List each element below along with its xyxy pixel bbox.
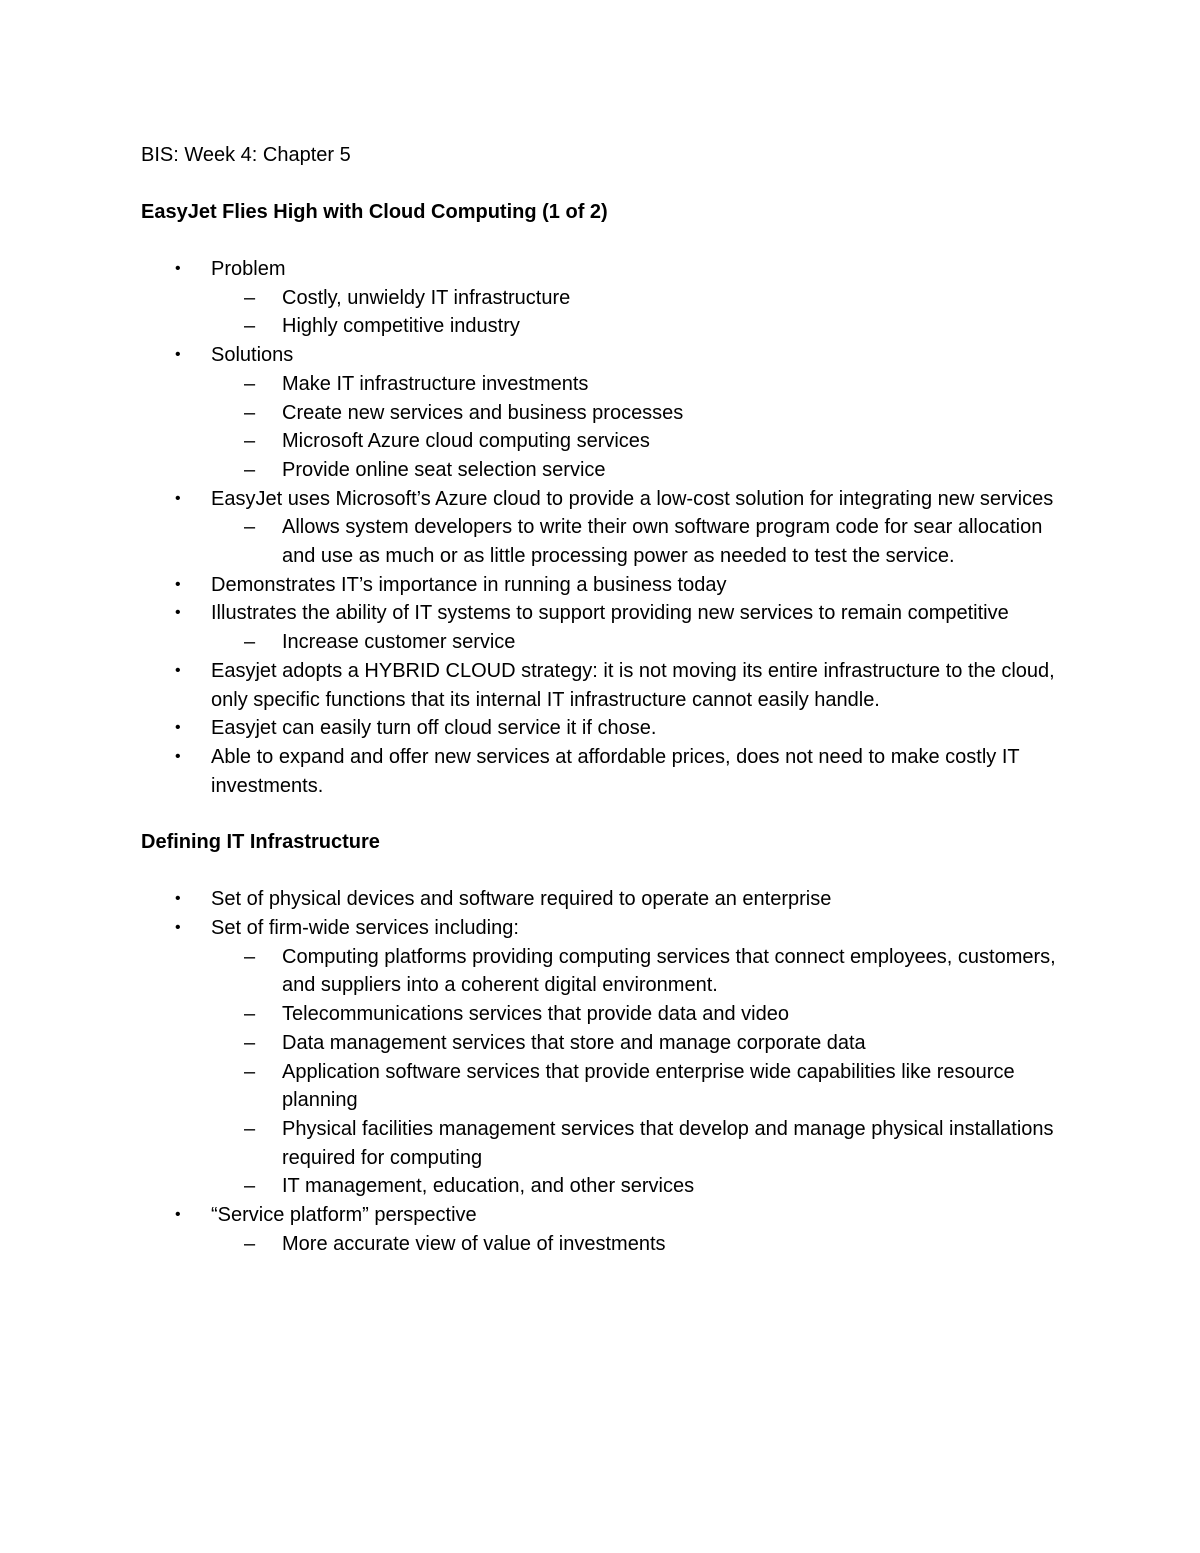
section-heading: Defining IT Infrastructure [141,831,380,854]
sub-bullet-text: Allows system developers to write their own software program code for sear allocation and use as much or as little processing power as needed to test the service. [282,516,1043,568]
sub-bullet-item [211,1230,1070,1259]
sub-bullet-item [211,513,1070,570]
sub-bullet-text: Application software services that provide enterprise wide capabilities like resource planning [282,1060,1015,1112]
sub-bullet-item [211,399,1070,428]
sub-bullet-item [211,1172,1070,1201]
sub-bullet-list [211,284,1070,341]
sub-bullet-list [211,370,1070,485]
sub-bullet-text: Provide online seat selection service [282,458,606,481]
sub-bullet-item [211,1000,1070,1029]
bullet-item [141,743,1070,800]
bullet-icon: • [175,919,181,937]
bullet-list [141,255,1070,800]
bullet-item [141,714,1070,743]
document-title: BIS: Week 4: Chapter 5 [141,144,351,166]
bullet-item [141,657,1070,714]
bullet-item [141,914,1070,1201]
dash-icon: – [244,1117,256,1140]
document-body [141,198,1070,1259]
bullet-text: Solutions [211,344,294,367]
bullet-item [141,599,1070,656]
sub-bullet-text: Physical facilities management services that develop and manage physical installations required for computing [282,1117,1054,1169]
bullet-icon: • [175,260,181,277]
bullet-text: Easyjet adopts a HYBRID CLOUD strategy: it is not moving its entire infrastructure to the cloud, only specific functions that its internal IT infrastructure cannot easily handle. [211,659,1055,711]
dash-icon: – [244,315,256,338]
sub-bullet-item [211,312,1070,341]
dash-icon: – [244,372,256,395]
sub-bullet-text: Telecommunications services that provide data and video [282,1003,789,1026]
section [141,198,1070,828]
bullet-icon: • [175,346,181,364]
sub-bullet-item [211,370,1070,399]
bullet-icon: • [175,575,181,593]
bullet-icon: • [175,719,181,737]
bullet-item [141,885,1070,914]
sub-bullet-item [211,1029,1070,1058]
bullet-item [141,485,1070,571]
sub-bullet-text: Microsoft Azure cloud computing services [282,430,650,453]
dash-icon: – [244,1031,256,1054]
bullet-text: EasyJet uses Microsoft’s Azure cloud to provide a low-cost solution for integrating new services [211,487,1054,510]
bullet-text: Illustrates the ability of IT systems to support providing new services to remain competitive [211,602,1009,625]
sub-bullet-list [211,1230,1070,1259]
bullet-item [141,571,1070,600]
sub-bullet-text: Costly, unwieldy IT infrastructure [282,286,571,309]
bullet-text: Set of firm-wide services including: [211,917,519,940]
sub-bullet-text: IT management, education, and other services [282,1175,695,1198]
sub-bullet-text: More accurate view of value of investments [282,1232,666,1255]
sub-bullet-text: Highly competitive industry [282,315,520,338]
sub-bullet-item [211,427,1070,456]
sub-bullet-text: Computing platforms providing computing services that connect employees, customers, and suppliers into a coherent digital environment. [282,945,1056,997]
bullet-icon: • [175,747,181,765]
bullet-text: Problem [211,258,286,280]
sub-bullet-item [211,628,1070,657]
bullet-icon: • [175,489,181,507]
dash-icon: – [244,1060,256,1083]
bullet-icon: • [175,604,181,622]
dash-icon: – [244,458,256,481]
bullet-text: Demonstrates IT’s importance in running a business today [211,573,727,596]
bullet-item [141,341,1070,485]
bullet-text: Set of physical devices and software required to operate an enterprise [211,888,832,911]
sub-bullet-item [211,456,1070,485]
dash-icon: – [244,1175,256,1198]
bullet-icon: • [175,661,181,679]
section-spacer [141,800,1070,828]
sub-bullet-text: Data management services that store and manage corporate data [282,1031,866,1054]
sub-bullet-list [211,513,1070,570]
dash-icon: – [244,401,256,424]
sub-bullet-list [211,943,1070,1201]
dash-icon: – [244,631,256,654]
sub-bullet-text: Increase customer service [282,631,516,654]
dash-icon: – [244,286,256,309]
bullet-icon: • [175,1206,181,1224]
sub-bullet-text: Make IT infrastructure investments [282,372,589,395]
sub-bullet-list [211,628,1070,657]
dash-icon: – [244,1232,256,1255]
bullet-item [141,255,1070,341]
sub-bullet-item [211,1058,1070,1115]
dash-icon: – [244,1003,256,1026]
dash-icon: – [244,945,256,968]
bullet-text: Able to expand and offer new services at affordable prices, does not need to make costly IT investments. [211,745,1020,797]
section [141,828,1070,1258]
bullet-icon: • [175,890,181,908]
bullet-list [141,885,1070,1258]
section-heading: EasyJet Flies High with Cloud Computing (1 of 2) [141,201,608,223]
bullet-text: “Service platform” perspective [211,1204,477,1227]
sub-bullet-item [211,284,1070,313]
sub-bullet-text: Create new services and business processes [282,401,684,424]
dash-icon: – [244,516,256,539]
sub-bullet-item [211,943,1070,1000]
bullet-item [141,1201,1070,1258]
sub-bullet-item [211,1115,1070,1172]
dash-icon: – [244,430,256,453]
bullet-text: Easyjet can easily turn off cloud service it if chose. [211,717,657,740]
